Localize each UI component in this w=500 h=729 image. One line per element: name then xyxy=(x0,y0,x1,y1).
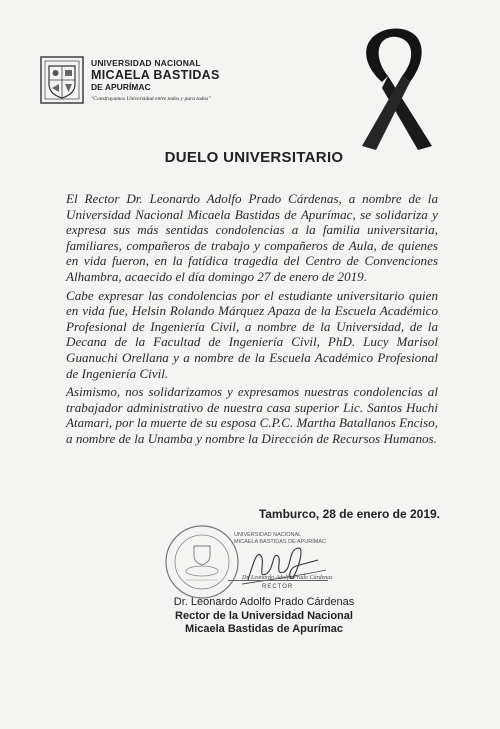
university-shield-icon xyxy=(40,56,84,104)
university-name-line3: DE APURÍMAC xyxy=(91,82,151,92)
signer-block xyxy=(0,596,500,637)
document-date: Tamburco, 28 de enero de 2019. xyxy=(258,507,440,521)
stamp-signer-name: Dr. Leonardo Adolfo Prado Cárdenas xyxy=(242,575,333,581)
mourning-ribbon-icon xyxy=(352,26,440,152)
signature-line xyxy=(228,580,328,581)
signer-name: Dr. Leonardo Adolfo Prado Cárdenas xyxy=(173,596,355,608)
document-body xyxy=(66,191,438,450)
university-header xyxy=(91,58,220,103)
signer-title-line2: Micaela Bastidas de Apurímac xyxy=(185,623,343,635)
paragraph-2: Cabe expresar las condolencias por el estudiante universitario quien en vida fue, Helsin Rolando Márquez Apaza de la Escuela Académico Profesional de Ingeniería Civil, a nombre de la Universidad, de la Decana de la Facultad de Ingeniería Civil, PhD. Lucy Marisol Guanuchi Orellana y a nombre de la Escuela Académico Profesional de Ingeniería Civil. xyxy=(66,287,438,381)
stamp-header-line2: MICAELA BASTIDAS DE APURÍMAC xyxy=(234,538,326,545)
paragraph-3: Asimismo, nos solidarizamos y expresamos nuestras condolencias al trabajador administrativo de nuestra casa superior Lic. Santos Huchi Atamari, por la muerte de su esposa C.P.C. Martha Batallanos Enciso, a nombre de la Unamba y nombre la Dirección de Recursos Humanos. xyxy=(66,384,438,446)
stamp-header xyxy=(234,532,326,545)
paragraph-1: El Rector Dr. Leonardo Adolfo Prado Cárdenas, a nombre de la Universidad Nacional Micaela Bastidas de Apurímac, se solidariza y expresa sus más sentidas condolencias a la familia universitaria, familiares, compañeros de trabajo y compañeros de Aula, de quienes en vida fueron, en la fatídica tragedia del Centro de Convenciones Alhambra, acaecido el día domingo 27 de enero de 2019. xyxy=(66,191,438,284)
stamp-header-line1: UNIVERSIDAD NACIONAL xyxy=(234,532,302,538)
signer-title-line1: Rector de la Universidad Nacional xyxy=(175,609,353,622)
university-slogan: "Construyamos Universidad entre todos y para todos" xyxy=(91,96,211,102)
university-name-line2: MICAELA BASTIDAS xyxy=(91,68,220,82)
university-name-line1: UNIVERSIDAD NACIONAL xyxy=(91,58,201,68)
stamp-role: RECTOR xyxy=(262,584,294,590)
document-title: DUELO UNIVERSITARIO xyxy=(164,149,344,166)
